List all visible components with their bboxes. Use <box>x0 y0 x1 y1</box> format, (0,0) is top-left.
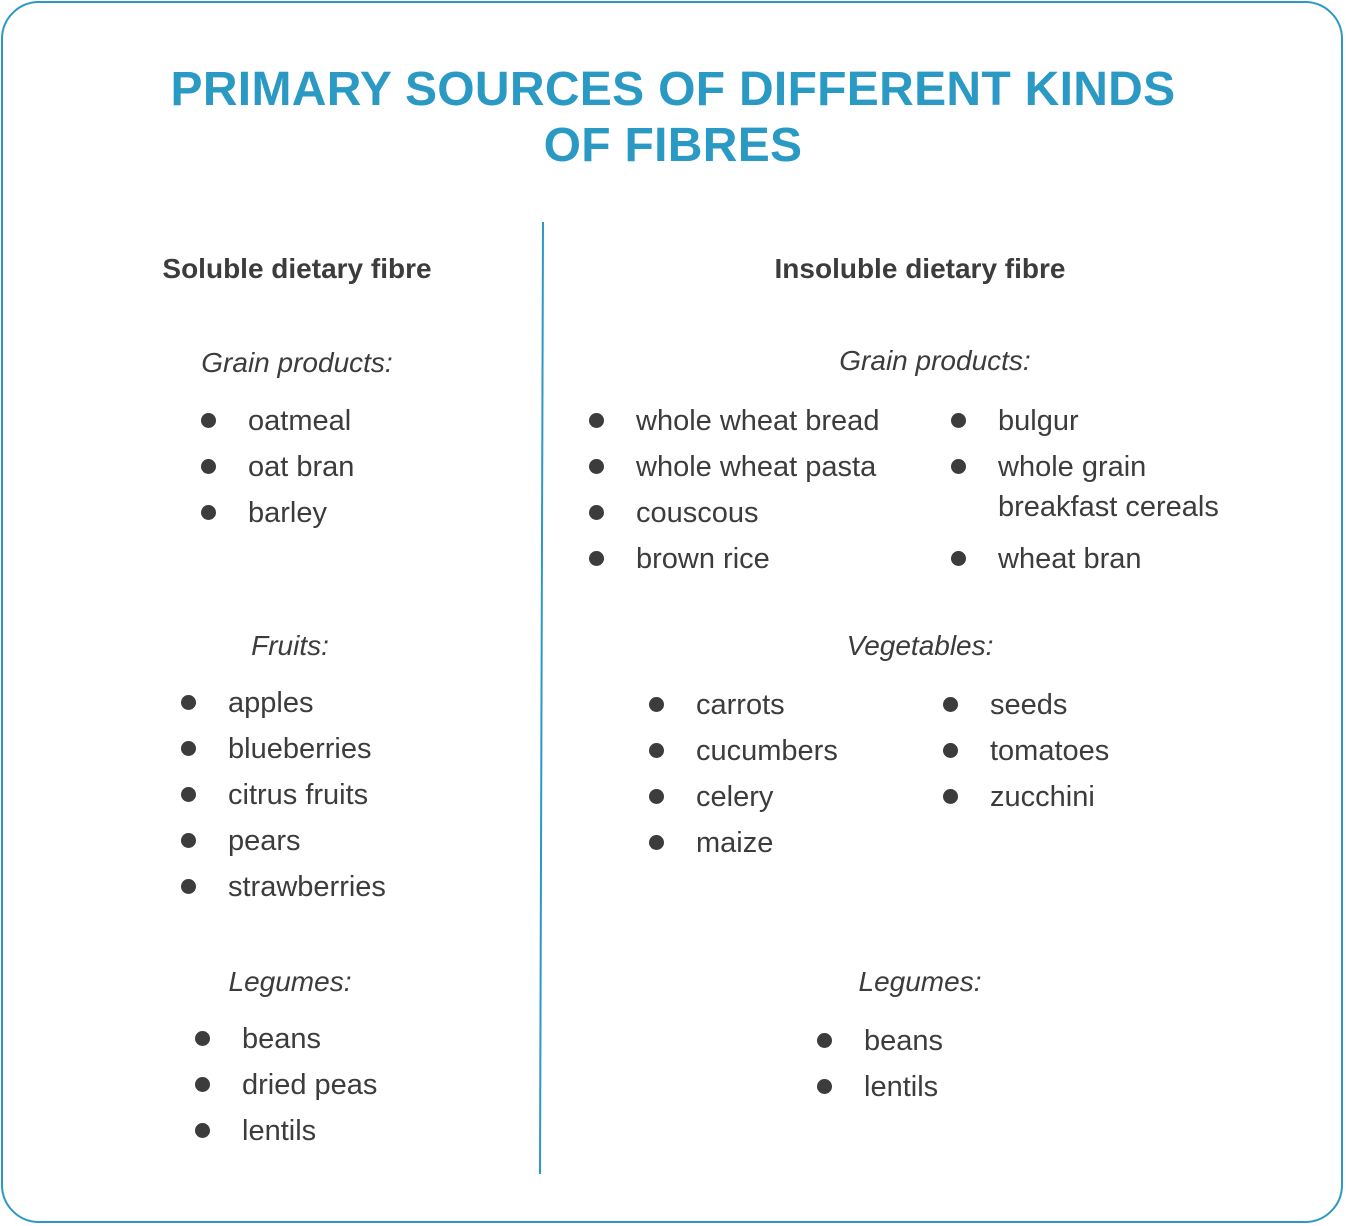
list-item-label: tomatoes <box>990 735 1110 767</box>
bullet-icon <box>951 551 966 566</box>
soluble-grain-label: Grain products: <box>201 347 393 378</box>
list-item <box>817 1018 943 1064</box>
list-item-label: brown rice <box>636 543 770 575</box>
bullet-icon <box>951 459 966 474</box>
bullet-icon <box>181 879 196 894</box>
soluble-legumes-list <box>195 1016 377 1154</box>
insoluble-vegetables-list-right <box>943 682 1109 820</box>
insoluble-vegetables-label: Vegetables: <box>846 630 994 661</box>
list-item <box>943 682 1109 728</box>
title-line-2: OF FIBRES <box>543 119 803 172</box>
list-item-label: apples <box>228 687 314 719</box>
list-item-label: celery <box>696 781 774 813</box>
bullet-icon <box>649 697 664 712</box>
list-item <box>181 726 386 772</box>
list-item <box>589 490 879 536</box>
insoluble-vegetables-list-left <box>649 682 838 866</box>
list-item <box>943 774 1109 820</box>
insoluble-grain-list-right <box>951 398 1219 582</box>
list-item <box>649 682 838 728</box>
soluble-heading: Soluble dietary fibre <box>162 253 432 284</box>
list-item-label: lentils <box>864 1071 939 1103</box>
list-item <box>195 1062 377 1108</box>
list-item-label: cucumbers <box>696 735 838 767</box>
list-item-label: citrus fruits <box>228 779 369 811</box>
soluble-fruits-label: Fruits: <box>251 630 329 661</box>
bullet-icon <box>589 551 604 566</box>
soluble-legumes-label: Legumes: <box>228 966 352 997</box>
list-item-label: blueberries <box>228 733 372 765</box>
bullet-icon <box>201 505 216 520</box>
list-item <box>181 818 386 864</box>
bullet-icon <box>649 743 664 758</box>
list-item-label: whole grain <box>998 451 1147 483</box>
bullet-icon <box>181 787 196 802</box>
list-item-label: carrots <box>696 689 785 721</box>
bullet-icon <box>195 1123 210 1138</box>
list-item <box>181 864 386 910</box>
insoluble-legumes-label: Legumes: <box>858 966 982 997</box>
list-item <box>951 536 1219 582</box>
bullet-icon <box>943 697 958 712</box>
list-item-label: couscous <box>636 497 759 529</box>
list-item <box>649 774 838 820</box>
insoluble-grain-label: Grain products: <box>839 345 1031 376</box>
list-item-label: oatmeal <box>248 405 352 437</box>
list-item-label: zucchini <box>990 781 1095 813</box>
bullet-icon <box>181 695 196 710</box>
bullet-icon <box>201 413 216 428</box>
list-item <box>951 398 1219 444</box>
list-item <box>649 820 838 866</box>
bullet-icon <box>649 835 664 850</box>
list-item-label: seeds <box>990 689 1068 721</box>
bullet-icon <box>589 413 604 428</box>
list-item <box>589 398 879 444</box>
list-item-label: whole wheat bread <box>636 405 880 437</box>
list-item-label: pears <box>228 825 301 857</box>
list-item <box>181 772 386 818</box>
bullet-icon <box>943 789 958 804</box>
bullet-icon <box>201 459 216 474</box>
list-item <box>195 1016 377 1062</box>
bullet-icon <box>649 789 664 804</box>
list-item-label: barley <box>248 497 327 529</box>
insoluble-legumes-list <box>817 1018 943 1110</box>
list-item-label: breakfast cereals <box>998 491 1219 523</box>
list-item-label: beans <box>242 1023 322 1055</box>
list-item <box>589 444 879 490</box>
soluble-fruits-list <box>181 680 386 910</box>
bullet-icon <box>951 413 966 428</box>
list-item-label: strawberries <box>228 871 386 903</box>
insoluble-grain-list-left <box>589 398 879 582</box>
list-item <box>195 1108 377 1154</box>
list-item <box>201 398 354 444</box>
bullet-icon <box>817 1079 832 1094</box>
title-line-1: PRIMARY SOURCES OF DIFFERENT KINDS <box>170 63 1176 116</box>
list-item <box>649 728 838 774</box>
list-item-label: maize <box>696 827 774 859</box>
list-item-label: wheat bran <box>998 543 1142 575</box>
bullet-icon <box>195 1077 210 1092</box>
list-item-label: dried peas <box>242 1069 378 1101</box>
list-item <box>201 444 354 490</box>
bullet-icon <box>817 1033 832 1048</box>
bullet-icon <box>181 833 196 848</box>
list-item <box>817 1064 943 1110</box>
list-item <box>589 536 879 582</box>
insoluble-heading: Insoluble dietary fibre <box>774 253 1066 284</box>
list-item <box>181 680 386 726</box>
soluble-grain-list <box>201 398 354 536</box>
list-item-label: bulgur <box>998 405 1079 437</box>
list-item <box>943 728 1109 774</box>
list-item-label: lentils <box>242 1115 317 1147</box>
list-item <box>951 444 1219 536</box>
bullet-icon <box>195 1031 210 1046</box>
bullet-icon <box>943 743 958 758</box>
list-item-label: beans <box>864 1025 944 1057</box>
list-item-label: whole wheat pasta <box>636 451 877 483</box>
list-item-label: oat bran <box>248 451 355 483</box>
list-item <box>201 490 354 536</box>
bullet-icon <box>181 741 196 756</box>
bullet-icon <box>589 459 604 474</box>
bullet-icon <box>589 505 604 520</box>
